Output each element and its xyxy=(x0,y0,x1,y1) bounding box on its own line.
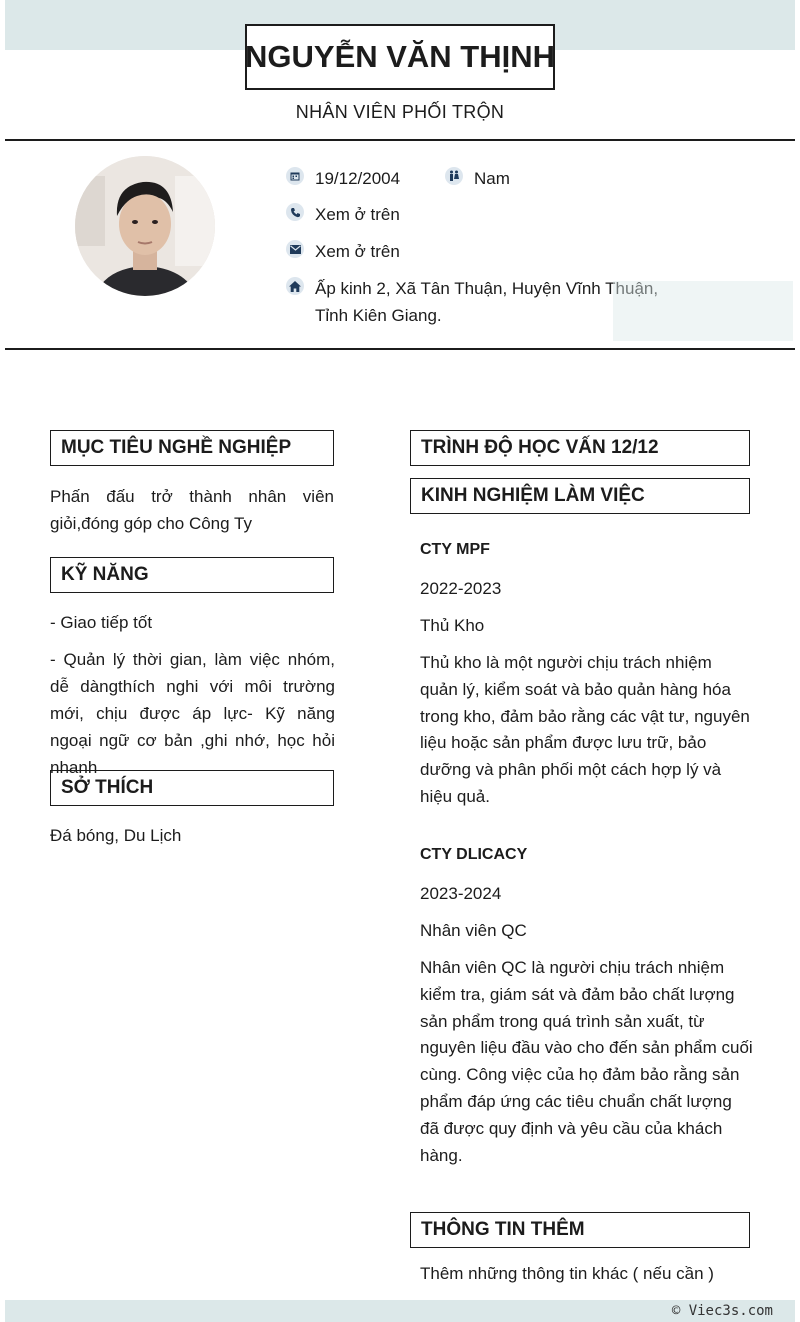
phone: Xem ở trên xyxy=(315,205,400,224)
job-description-line: hàng. xyxy=(420,1146,463,1165)
job-description-line: trong kho, đảm bảo rằng các vật tư, nguyên xyxy=(420,707,750,726)
hobbies-heading: SỞ THÍCH xyxy=(50,770,334,806)
job-description-line: Nhân viên QC là người chịu trách nhiệm xyxy=(420,958,725,977)
job-description-line: kiểm tra, giám sát và đảm bảo chất lượng xyxy=(420,985,735,1004)
extra-info-heading: THÔNG TIN THÊM xyxy=(410,1212,750,1248)
copyright[interactable]: © Viec3s.com xyxy=(671,1303,773,1319)
hobbies-text: Đá bóng, Du Lịch xyxy=(50,826,182,845)
company-name: CTY MPF xyxy=(420,541,490,558)
job-description-line: sản phẩm trong quá trình sản xuất, từ xyxy=(420,1012,705,1031)
divider-bottom xyxy=(5,348,795,350)
job-description-line: dưỡng và phân phối một cách hợp lý và xyxy=(420,760,722,779)
email: Xem ở trên xyxy=(315,242,400,261)
address-line-2: Tỉnh Kiên Giang. xyxy=(315,306,442,325)
email-icon xyxy=(286,240,304,258)
skills-heading: KỸ NĂNG xyxy=(50,557,334,593)
job-position: Nhân viên QC xyxy=(420,921,527,940)
job-position: Thủ Kho xyxy=(420,616,485,635)
job-description-line: Thủ kho là một người chịu trách nhiệm xyxy=(420,653,712,672)
avatar xyxy=(75,156,215,296)
objective-text: Phấn đấu trở thành nhân viên giỏi,đóng góp cho Công Ty xyxy=(50,487,334,533)
address-line-1: Ấp kinh 2, Xã Tân Thuận, Huyện Vĩnh Thuận, xyxy=(315,279,659,298)
skill-item: - Giao tiếp tốt xyxy=(50,613,153,632)
extra-info-text: Thêm những thông tin khác ( nếu cần ) xyxy=(420,1264,714,1283)
job-title: NHÂN VIÊN PHỐI TRỘN xyxy=(295,102,505,122)
job-description-line: hiệu quả. xyxy=(420,787,490,806)
objective-heading: MỤC TIÊU NGHỀ NGHIỆP xyxy=(50,430,334,466)
job-description-line: liệu hoặc sản phẩm được lưu trữ, bảo xyxy=(420,733,707,752)
person-photo-icon xyxy=(75,156,215,296)
job-description-line: phẩm đáp ứng các tiêu chuẩn chất lượng xyxy=(420,1092,732,1111)
job-period: 2022-2023 xyxy=(420,579,502,598)
gender: Nam xyxy=(474,169,510,188)
divider-top xyxy=(5,139,795,141)
skill-item: - Quản lý thời gian, làm việc nhóm, dễ dàngthích nghi với môi trường mới, chịu được áp lực- Kỹ năng ngoại ngữ cơ bản ,ghi nhớ, học hỏi nhanh xyxy=(50,650,335,777)
job-description-line: quản lý, kiểm soát và bảo quản hàng hóa xyxy=(420,680,731,699)
overlay-shade xyxy=(613,281,793,341)
gender-icon xyxy=(445,167,463,185)
company-name: CTY DLICACY xyxy=(420,846,528,863)
calendar-icon xyxy=(286,167,304,185)
education-heading: TRÌNH ĐỘ HỌC VẤN 12/12 xyxy=(410,430,750,466)
job-description-line: nguyên liệu đầu vào cho đến sản phẩm cuối xyxy=(420,1038,753,1057)
job-description-line: đã được quy định và yêu cầu của khách xyxy=(420,1119,723,1138)
job-period: 2023-2024 xyxy=(420,884,502,903)
experience-heading: KINH NGHIỆM LÀM VIỆC xyxy=(410,478,750,514)
home-icon xyxy=(286,277,304,295)
candidate-name: NGUYỄN VĂN THỊNH xyxy=(245,24,555,90)
phone-icon xyxy=(286,203,304,221)
job-description-line: cùng. Công việc của họ đảm bảo rằng sản xyxy=(420,1065,740,1084)
birthday: 19/12/2004 xyxy=(315,169,401,188)
